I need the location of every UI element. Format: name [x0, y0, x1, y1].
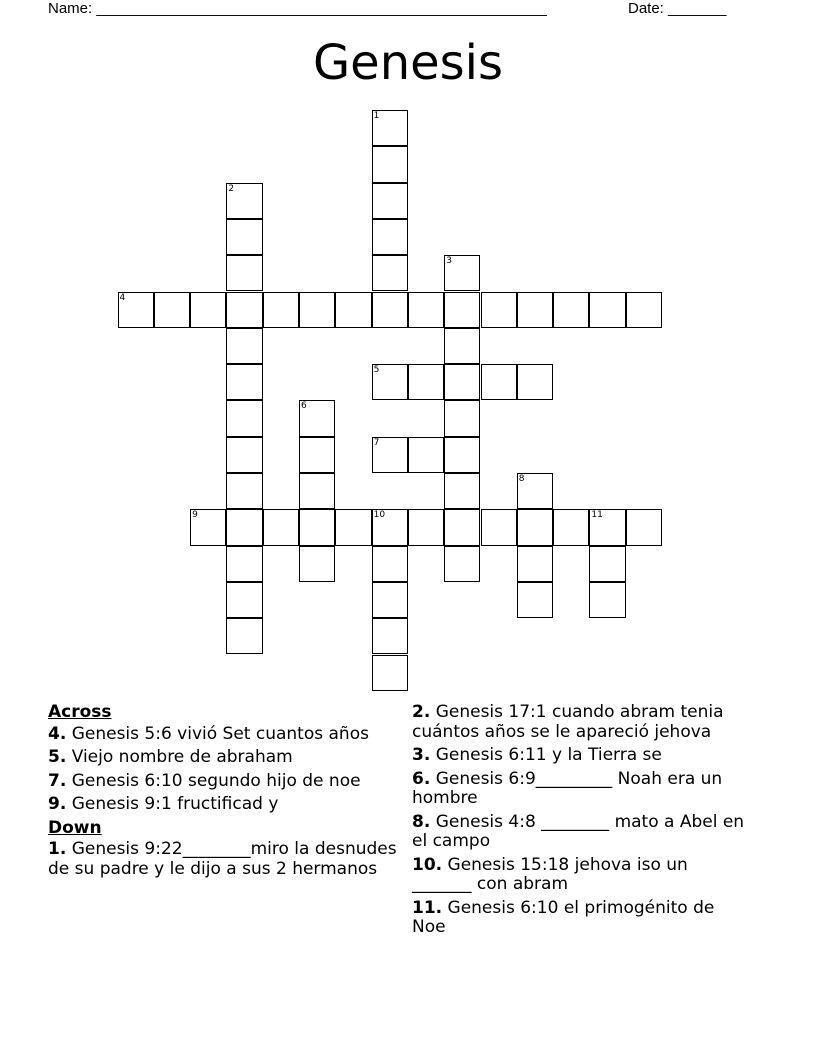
grid-cell[interactable]	[372, 183, 408, 219]
cell-number: 6	[301, 401, 307, 412]
clue-number: 1.	[48, 839, 67, 859]
clue-down-11	[412, 899, 752, 938]
grid-cell[interactable]	[517, 292, 553, 328]
grid-cell[interactable]	[517, 582, 553, 618]
grid-cell[interactable]	[481, 292, 517, 328]
clue-number: 8.	[412, 811, 431, 832]
grid-cell[interactable]	[299, 509, 335, 545]
clue-text: Genesis 5:6 vivió Set cuantos años	[66, 723, 369, 744]
grid-cell[interactable]	[226, 328, 262, 364]
clue-text: Genesis 6:11 y la Tierra se	[430, 745, 662, 765]
grid-cell[interactable]	[372, 655, 408, 691]
clue-text: Genesis 15:18 jehova iso un _______ con abram	[412, 854, 688, 894]
across-heading: Across	[48, 702, 112, 722]
clue-down-1	[48, 840, 398, 879]
grid-cell[interactable]	[226, 582, 262, 618]
clues-left-column	[48, 703, 398, 883]
grid-cell[interactable]	[299, 437, 335, 473]
grid-cell[interactable]	[190, 509, 226, 545]
grid-cell[interactable]	[226, 400, 262, 436]
clue-number: 5.	[48, 747, 67, 767]
grid-cell[interactable]	[372, 509, 408, 545]
clue-across-9	[48, 795, 398, 815]
grid-cell[interactable]	[263, 509, 299, 545]
grid-cell[interactable]	[589, 292, 625, 328]
cell-number: 11	[591, 510, 603, 521]
clue-down-6	[412, 770, 752, 809]
grid-cell[interactable]	[626, 292, 662, 328]
grid-cell[interactable]	[263, 292, 299, 328]
grid-cell[interactable]	[444, 546, 480, 582]
grid-cell[interactable]	[226, 183, 262, 219]
grid-cell[interactable]	[299, 546, 335, 582]
grid-cell[interactable]	[372, 146, 408, 182]
clue-number: 3.	[412, 745, 431, 765]
clue-number: 11.	[412, 897, 443, 918]
grid-cell[interactable]	[372, 255, 408, 291]
clue-number: 10.	[412, 854, 443, 875]
grid-cell[interactable]	[372, 292, 408, 328]
grid-cell[interactable]	[299, 400, 335, 436]
clue-text: Genesis 6:10 segundo hijo de noe	[66, 770, 361, 791]
clue-text: Genesis 6:9_________ Noah era un hombre	[412, 768, 723, 808]
grid-cell[interactable]	[517, 509, 553, 545]
grid-cell[interactable]	[589, 546, 625, 582]
down-heading: Down	[48, 817, 102, 838]
grid-cell[interactable]	[444, 364, 480, 400]
clue-number: 4.	[48, 723, 67, 744]
grid-cell[interactable]	[408, 509, 444, 545]
grid-cell[interactable]	[226, 618, 262, 654]
grid-cell[interactable]	[226, 473, 262, 509]
grid-cell[interactable]	[299, 292, 335, 328]
clue-down-2	[412, 703, 752, 742]
grid-cell[interactable]	[226, 546, 262, 582]
grid-cell[interactable]	[226, 364, 262, 400]
grid-cell[interactable]	[335, 509, 371, 545]
grid-cell[interactable]	[226, 509, 262, 545]
clue-text: Viejo nombre de abraham	[66, 747, 293, 767]
grid-cell[interactable]	[372, 110, 408, 146]
cell-number: 1	[373, 111, 380, 121]
grid-cell[interactable]	[444, 473, 480, 509]
grid-cell[interactable]	[517, 473, 553, 509]
grid-cell[interactable]	[553, 292, 589, 328]
cell-number: 7	[373, 437, 380, 448]
grid-cell[interactable]	[226, 292, 262, 328]
grid-cell[interactable]	[517, 364, 553, 400]
cell-number: 9	[192, 510, 198, 521]
grid-cell[interactable]	[372, 437, 408, 473]
grid-cell[interactable]	[372, 582, 408, 618]
grid-cell[interactable]	[553, 509, 589, 545]
grid-cell[interactable]	[444, 292, 480, 328]
grid-cell[interactable]	[481, 364, 517, 400]
clue-down-8	[412, 813, 752, 852]
grid-cell[interactable]	[444, 509, 480, 545]
grid-cell[interactable]	[408, 364, 444, 400]
cell-number: 10	[373, 510, 386, 521]
grid-cell[interactable]	[444, 400, 480, 436]
clue-text: Genesis 4:8 ________ mato a Abel en el campo	[412, 811, 745, 851]
grid-cell[interactable]	[226, 219, 262, 255]
date-field-label: Date: _______	[628, 0, 727, 17]
grid-cell[interactable]	[481, 509, 517, 545]
cell-number: 2	[228, 183, 235, 194]
grid-cell[interactable]	[626, 509, 662, 545]
cell-number: 5	[373, 365, 380, 376]
grid-cell[interactable]	[444, 437, 480, 473]
name-field-label: Name: ______________________________________________________	[48, 0, 547, 17]
page-title: Genesis	[312, 35, 504, 91]
clue-across-5	[48, 748, 398, 768]
clue-text: Genesis 9:1 fructificad y	[66, 794, 279, 814]
grid-cell[interactable]	[154, 292, 190, 328]
cell-number: 8	[518, 474, 525, 484]
clue-across-7	[48, 772, 398, 792]
clue-text: Genesis 9:22________miro la desnudes de su padre y le dijo a sus 2 hermanos	[48, 839, 397, 879]
grid-cell[interactable]	[226, 255, 262, 291]
clue-text: Genesis 17:1 cuando abram tenia cuántos años se le apareció jehova	[412, 702, 724, 742]
grid-cell[interactable]	[517, 546, 553, 582]
grid-cell[interactable]	[408, 437, 444, 473]
grid-cell[interactable]	[299, 473, 335, 509]
grid-cell[interactable]	[372, 219, 408, 255]
clue-number: 2.	[412, 702, 431, 722]
grid-cell[interactable]	[372, 546, 408, 582]
clue-across-4	[48, 725, 398, 745]
grid-cell[interactable]	[589, 582, 625, 618]
clue-down-3	[412, 746, 752, 766]
clue-number: 6.	[412, 768, 431, 789]
grid-cell[interactable]	[335, 292, 371, 328]
clue-number: 9.	[48, 794, 67, 814]
grid-cell[interactable]	[589, 509, 625, 545]
clues-right-column	[412, 703, 752, 942]
grid-cell[interactable]	[226, 437, 262, 473]
grid-cell[interactable]	[444, 328, 480, 364]
clue-text: Genesis 6:10 el primogénito de Noe	[412, 897, 715, 937]
clue-number: 7.	[48, 770, 67, 791]
grid-cell[interactable]	[190, 292, 226, 328]
clue-down-10	[412, 856, 752, 895]
grid-cell[interactable]	[444, 255, 480, 291]
grid-cell[interactable]	[372, 618, 408, 654]
grid-cell[interactable]	[372, 364, 408, 400]
grid-cell[interactable]	[408, 292, 444, 328]
grid-cell[interactable]	[118, 292, 154, 328]
cell-number: 4	[119, 292, 126, 303]
cell-number: 3	[446, 256, 452, 267]
